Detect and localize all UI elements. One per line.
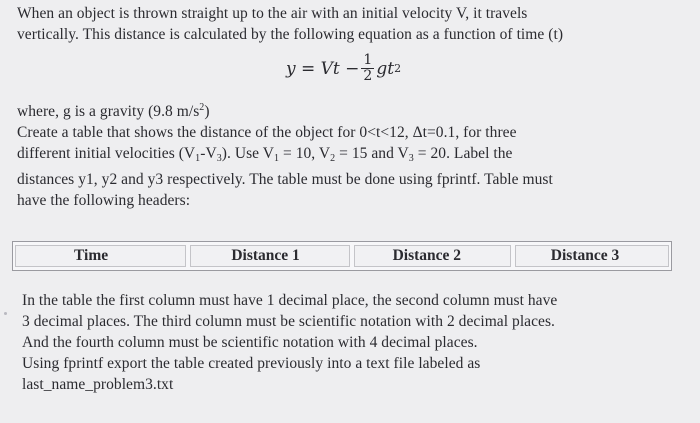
bullet-dot <box>4 312 7 315</box>
fraction-numerator: 1 <box>363 52 373 68</box>
closing-line: Using fprintf export the table created previously into a text file labeled as <box>22 355 481 372</box>
task-text: = 15 and V <box>335 145 409 162</box>
intro-line: vertically. This distance is calculated by the following equation as a function of time (t) <box>17 26 564 43</box>
subscript: 2 <box>330 153 336 164</box>
closing-line: In the table the first column must have 1 decimal place, the second column must have <box>22 292 558 309</box>
equation-fraction <box>361 53 374 84</box>
gravity-close: ) <box>204 103 210 120</box>
closing-line: last_name_problem3.txt <box>22 376 174 393</box>
subscript: 1 <box>195 153 201 164</box>
closing-line: And the fourth column must be scientific notation with 4 decimal places. <box>22 334 478 351</box>
task-line-2 <box>17 143 553 169</box>
task-text: ). Use V <box>221 145 274 162</box>
fraction-denominator: 2 <box>363 68 373 84</box>
task-paragraph <box>17 97 553 211</box>
header-distance-2: Distance 2 <box>354 245 511 267</box>
closing-paragraph <box>22 290 557 395</box>
subscript: 3 <box>408 153 414 164</box>
subscript: 1 <box>273 153 280 164</box>
equation-exponent: 2 <box>394 62 402 75</box>
task-text: -V <box>200 145 217 162</box>
task-line-4: have the following headers: <box>17 192 191 209</box>
task-line-1: Create a table that shows the distance of the object for 0<t<12, Δt=0.1, for three <box>17 124 517 141</box>
intro-line: When an object is thrown straight up to the air with an initial velocity V, it travels <box>17 5 528 22</box>
task-text: = 10, V <box>279 145 331 162</box>
task-line-3: distances y1, y2 and y3 respectively. The table must be done using fprintf. Table must <box>17 171 553 188</box>
task-text: different initial velocities (V <box>17 145 196 162</box>
header-time: Time <box>15 245 186 267</box>
closing-line: 3 decimal places. The third column must be scientific notation with 2 decimal places. <box>22 313 555 330</box>
gravity-text: where, g is a gravity (9.8 m/s <box>17 103 200 120</box>
equation-lhs: y = Vt − <box>286 58 360 79</box>
task-text: = 20. Label the <box>413 145 513 162</box>
header-distance-1: Distance 1 <box>190 245 349 267</box>
headers-table <box>12 241 672 271</box>
gravity-exponent: 2 <box>199 102 205 113</box>
distance-equation <box>286 53 401 84</box>
subscript: 3 <box>216 153 222 164</box>
header-distance-3: Distance 3 <box>515 245 669 267</box>
equation-rhs: gt <box>376 58 395 79</box>
intro-paragraph <box>17 3 563 45</box>
gravity-line <box>17 97 553 122</box>
